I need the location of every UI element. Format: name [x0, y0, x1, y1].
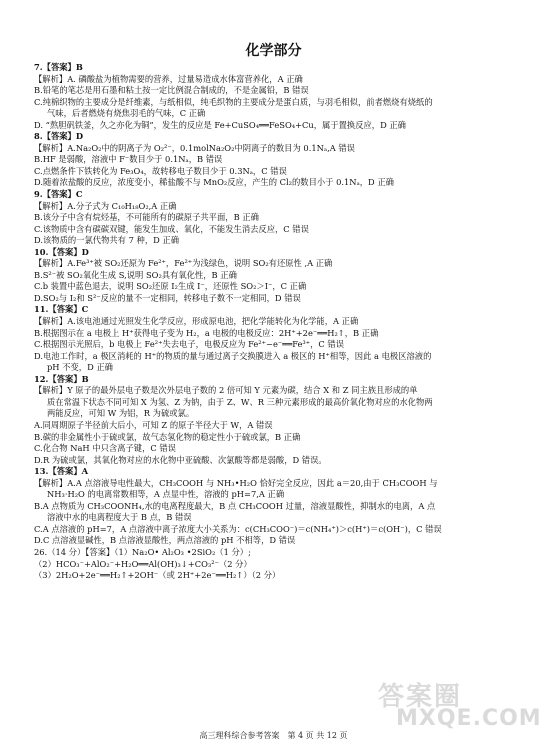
text-line: D.该物质的一氯代物共有 7 种，D 正确: [34, 235, 179, 246]
text-line: 【解析】A.Na₂O₂中的阴离子为 O₂²⁻，0.1molNa₂O₂中阴离子的数目为 0.1Nₐ,A 错误: [34, 142, 355, 153]
text-line: B.根据图示在 a 电极上 H⁺获得电子变为 H₂，a 电极的电极反应：2H⁺+2e⁻══H₂↑，B 正确: [34, 327, 379, 338]
text-line: C.根据图示光照后，b 电极上 Fe²⁺失去电子，电极反应为 Fe²⁺−e⁻══Fe³⁺，C 错误: [34, 339, 345, 350]
text-line: 【解析】A.该电池通过光照发生化学反应，形成原电池，把化学能转化为化学能，A 正确: [34, 316, 359, 327]
text-line: 【解析】A.分子式为 C₁₀H₁₈O₂,A 正确: [34, 200, 177, 211]
question-answer-header: 12.【答案】B: [34, 373, 89, 384]
text-line: 溶液中水的电离程度大于 B 点，B 错误: [47, 512, 192, 523]
text-line: 【解析】Y 原子的最外层电子数是次外层电子数的 2 倍可知 Y 元素为碳，结合 X 和 Z 同主族且形成的单: [34, 385, 418, 396]
text-line: C.b 装置中蓝色退去，说明 SO₂还原 I₂生成 I⁻，还原性 SO₂＞I⁻，C 正确: [34, 281, 307, 292]
text-line: D.随着浓盐酸的反应，浓度变小，稀盐酸不与 MnO₂反应，产生的 Cl₂的数目小于 0.1Nₐ，D 正确: [34, 177, 394, 188]
text-line: （2）HCO₃⁻+AlO₂⁻+H₂O══Al(OH)₃↓+CO₃²⁻（2 分）: [34, 558, 252, 569]
text-line: 【解析】A.Fe³⁺被 SO₂还原为 Fe²⁺，Fe²⁺为浅绿色，说明 SO₂有还原性 ,A 正确: [34, 258, 333, 269]
text-line: D. “熬胆矾铁釜，久之亦化为铜”，发生的反应是 Fe+CuSO₄══FeSO₄+Cu，属于置换反应，D 正确: [34, 119, 406, 130]
text-line: 两能反应，可知 W 为铝，R 为硫或氯。: [47, 408, 195, 419]
text-line: （3）2H₂O+2e⁻══H₂↑+2OH⁻（或 2H⁺+2e⁻══H₂↑）（2 分）: [34, 570, 281, 581]
text-line: 【解析】A. 磷酸盐为植物需要的营养，过量易造成水体富营养化，A 正确: [34, 73, 303, 84]
text-line: C.该物质中含有碳碳双键，能发生加成、氧化，不能发生消去反应，C 错误: [34, 223, 309, 234]
text-line: pH 不变，D 正确: [47, 362, 113, 373]
text-line: B.铅笔的笔芯是用石墨和粘土按一定比例混合制成的，不是金属铅，B 错误: [34, 85, 309, 96]
text-line: D.R 为硫或氯，其氧化物对应的水化物中亚硫酸、次氯酸等都是弱酸，D 错误。: [34, 454, 327, 465]
question-answer-header: 11.【答案】C: [34, 304, 89, 315]
question-answer-header: 7.【答案】B: [34, 62, 83, 72]
question-answer-header: 8.【答案】D: [34, 131, 84, 142]
text-line: C.A 点溶液的 pH=7，A 点溶液中离子浓度大小关系为：c(CH₃COO⁻)＝c(NH₄⁺)＞c(H⁺)＝c(OH⁻)，C 错误: [34, 523, 442, 534]
text-line: B.S²⁻被 SO₂氧化生成 S,说明 SO₂具有氧化性，B 正确: [34, 269, 237, 280]
text-line: C.化合物 NaH 中只含离子键，C 错误: [34, 443, 176, 454]
answer-content: [34, 62, 522, 582]
text-line: NH₃·H₂O 的电离常数相等，A 点显中性，溶液的 pH=7,A 正确: [47, 489, 285, 500]
text-line: A.同周期原子半径前大后小，可知 Z 的原子半径大于 W，A 错误: [34, 419, 273, 430]
text-line: 【解析】A.A 点溶液导电性最大，CH₃COOH 与 NH₃•H₂O 恰好完全反应，因此 a＝20,由于 CH₃COOH 与: [34, 477, 438, 488]
text-line: C.纯棉织物的主要成分是纤维素，与纸相似，纯毛织物的主要成分是蛋白质，与羽毛相似，前者燃烧有烧纸的: [34, 96, 433, 107]
text-line: 26.（14 分）【答案】（1）Na₂O• Al₂O₃ •2SiO₂（1 分）;: [34, 546, 251, 557]
watermark-url-text: MXQE.COM: [396, 706, 542, 731]
text-line: C.点燃条件下铁转化为 Fe₃O₄，故转移电子数目少于 0.3Nₐ，C 错误: [34, 165, 287, 176]
text-line: B.A 点物质为 CH₃COONH₄,水的电离程度最大，B 点 CH₃COOH 过量，溶液显酸性，抑制水的电离，A 点: [34, 500, 436, 511]
watermark-main-text: 答案圈: [378, 682, 463, 712]
question-answer-header: 10.【答案】D: [34, 246, 89, 257]
text-line: 气味，后者燃烧有烧焦羽毛的气味，C 正确: [47, 108, 206, 119]
text-line: D.C 点溶液显碱性，B 点溶液显酸性，两点溶液的 pH 不相等，D 错误: [34, 535, 296, 546]
text-line: D.SO₂与 I₂和 S²⁻反应的量不一定相同，转移电子数不一定相同，D 错误: [34, 292, 301, 303]
text-line: D.电池工作时，a 极区消耗的 H⁺的物质的量与通过离子交换膜进入 a 极区的 H⁺相等，因此 a 电极区溶液的: [34, 350, 432, 361]
text-line: B.HF 是弱酸，溶液中 F⁻数目少于 0.1Nₐ，B 错误: [34, 154, 223, 165]
page-footer: 高三理科综合参考答案 第 4 页 共 12 页: [199, 731, 348, 740]
question-answer-header: 13.【答案】A: [34, 466, 89, 477]
text-line: B.该分子中含有烷烃基，不可能所有的碳原子共平面，B 正确: [34, 212, 259, 223]
section-title: 化学部分: [245, 43, 302, 59]
question-answer-header: 9.【答案】C: [34, 189, 83, 200]
watermark-logo: [378, 676, 542, 732]
text-line: B.碳的非金属性小于硫或氯，故气态氢化物的稳定性小于硫或氯，B 正确: [34, 431, 301, 442]
text-line: 质在常温下状态不同可知 X 为氢、Z 为钠，由于 Z、W、R 三种元素形成的最高价氧化物对应的水化物两: [47, 396, 433, 407]
